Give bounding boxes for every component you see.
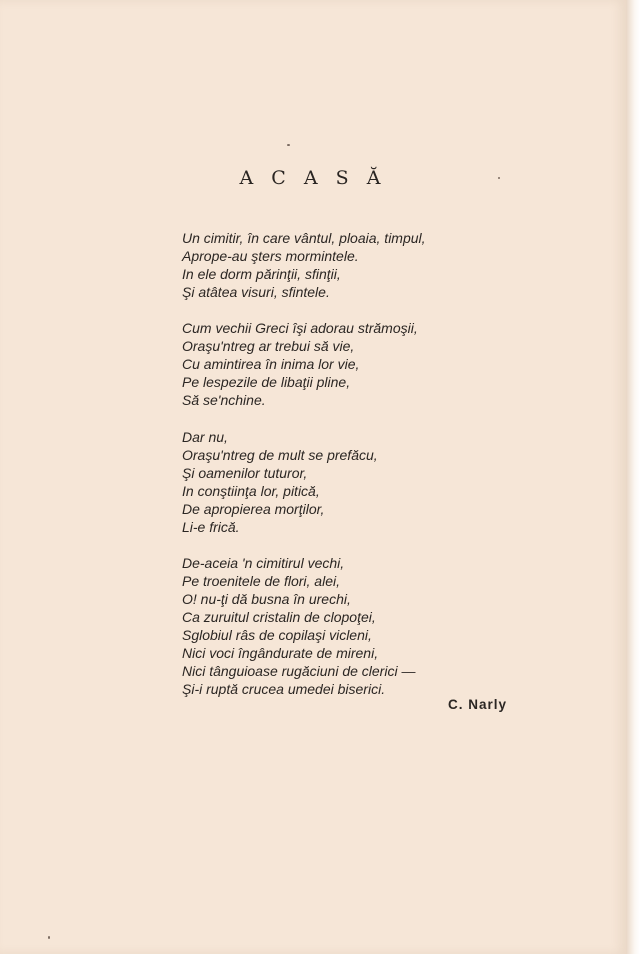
poem-line: Şi oamenilor tuturor,: [182, 465, 308, 481]
poem-line: Nici voci îngândurate de mireni,: [182, 645, 379, 661]
poem-line: Şi-i ruptă crucea umedei biserici.: [182, 681, 386, 697]
poem-line: Şi atâtea visuri, sfintele.: [182, 284, 330, 300]
poem-line: Dar nu,: [182, 429, 228, 445]
paper-speck: [287, 144, 290, 146]
stanza-2: [182, 319, 418, 409]
poem-line: Pe troenitele de flori, alei,: [182, 573, 340, 589]
stanza-3: [182, 428, 378, 536]
poem-line: Cum vechii Greci îşi adorau strămoşii,: [182, 320, 418, 336]
poem-line: O! nu-ţi dă busna în urechi,: [182, 591, 351, 607]
poem-line: Li-e frică.: [182, 519, 240, 535]
stanza-1: [182, 229, 426, 301]
poem-line: Oraşu'ntreg de mult se prefăcu,: [182, 447, 378, 463]
poem-line: Un cimitir, în care vântul, ploaia, timpul,: [182, 230, 426, 246]
poem-line: In ele dorm părinţii, sfinţii,: [182, 266, 341, 282]
poem-title: A C A S Ă: [239, 167, 387, 189]
poem-line: Cu amintirea în inima lor vie,: [182, 356, 360, 372]
poem-line: Aprope-au şters mormintele.: [182, 248, 359, 264]
poem-author: C. Narly: [448, 697, 508, 712]
paper-speck: [498, 177, 500, 179]
poem-line: Sglobiul râs de copilaşi vicleni,: [182, 627, 372, 643]
poem-line: Nici tânguioase rugăciuni de clerici —: [182, 663, 416, 679]
paper-speck: [48, 936, 50, 939]
poem-line: Ca zuruitul cristalin de clopoţei,: [182, 609, 376, 625]
poem-line: Oraşu'ntreg ar trebui să vie,: [182, 338, 355, 354]
poem-line: Să se'nchine.: [182, 392, 266, 408]
poem-line: De-aceia 'n cimitirul vechi,: [182, 555, 345, 571]
stanza-4: [182, 554, 415, 698]
page-edge: [626, 0, 640, 954]
poem-line: Pe lespezile de libaţii pline,: [182, 374, 351, 390]
poem-line: De apropierea morţilor,: [182, 501, 325, 517]
poem-line: In conştiinţa lor, pitică,: [182, 483, 320, 499]
